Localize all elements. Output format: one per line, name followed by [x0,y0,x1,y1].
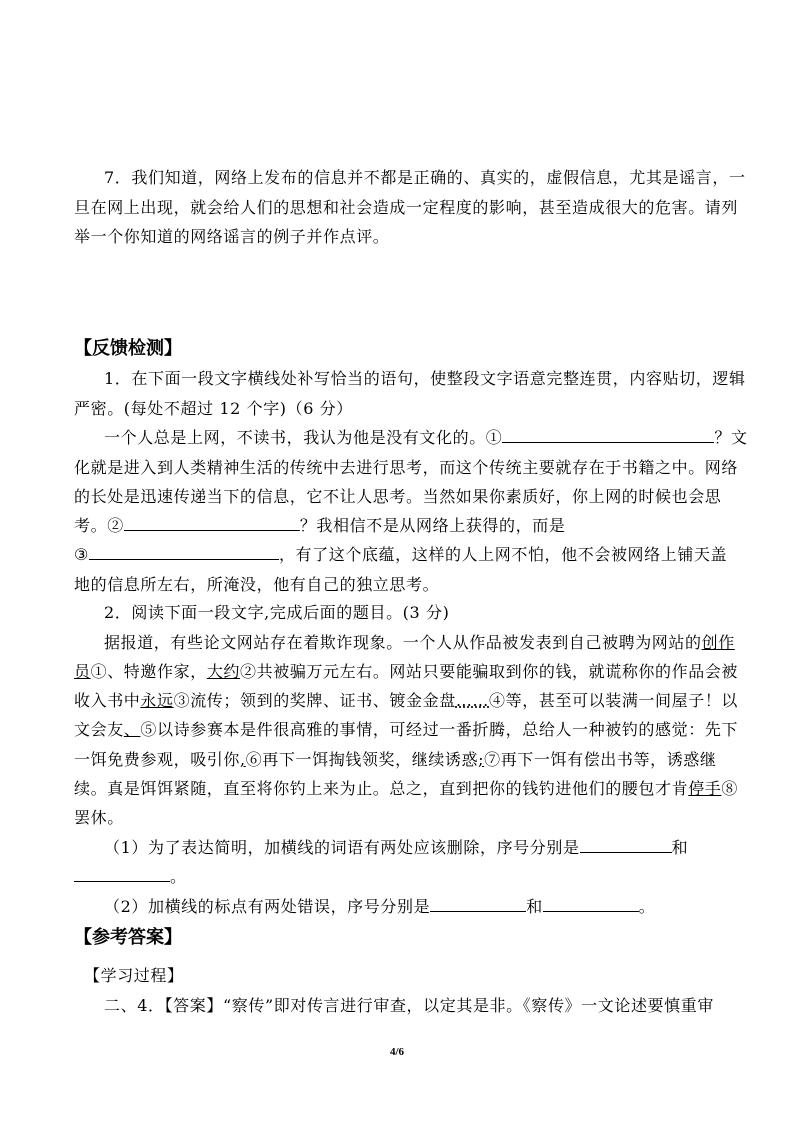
fq1-p1-tail: ？文 [714,428,748,447]
fq2-article-line-3 [74,691,738,711]
learning-process-heading: 【学习过程】 [84,966,184,985]
fq1-para-line-2: 化就是进入到人类精神生活的传统中去进行思考，而这个传统主要就存在于书籍之中。网络 [74,458,739,477]
answer-blank-6[interactable] [430,897,526,912]
article-text: ④等，甚至可以装满一间屋子！以 [489,691,739,710]
fq2-article-line-7: 罢休。 [74,808,124,827]
article-text: ⑥再下一饵掏钱领奖，继续诱惑 [245,750,479,769]
fq1-p5-text: ③ [74,545,89,564]
fq1-para-line-5 [74,545,727,565]
sub-question-text: 和 [671,838,689,857]
article-text: ⑤以诗参赛本是件很高雅的事情，可经过一番折腾，总给人一种被钓的感觉：先下 [140,720,739,739]
fq1-p4-text: 考。② [74,516,124,535]
article-text: 收入书中 [74,691,141,710]
sub-question-text: 和 [526,897,543,916]
page-number: 4/6 [389,1046,405,1058]
fq1-para-line-6: 地的信息所左右，所淹没，他有自己的独立思考。 [74,575,440,594]
fq1-para-line-3: 的长处是迅速传递当下的信息，它不让人思考。当然如果你素质好，你上网的时候也会思 [74,487,722,506]
underlined-word: 永远 [140,691,174,710]
underlined-punct: , [240,750,246,769]
fq2-article-line-6 [74,779,738,799]
sub-question-text: 。 [638,897,656,916]
q7-line-1: 7．我们知道，网络上发布的信息并不都是正确的、真实的，虚假信息，尤其是谣言，一 [104,168,746,187]
article-text: ①、特邀作家， [90,662,207,681]
answer-blank-7[interactable] [543,897,639,912]
fq2-sub-1 [104,838,688,858]
fq2-article-line-5 [74,750,717,770]
answer-blank-3[interactable] [89,545,279,560]
underlined-word: 员 [74,662,91,681]
article-text: 据报道，有些论文网站存在着欺诈现象。一个人从作品被发表到自己被聘为网站的 [104,633,702,652]
fq1-p4-tail: ？我相信不是从网络上获得的，而是 [299,516,566,535]
article-text: 一饵免费参观，吸引你 [74,750,241,769]
sub-question-text: （1）为了表达简明，加横线的词语有两处应该删除，序号分别是 [104,838,580,857]
fq1-para-line-4 [74,516,565,536]
fq2-sub-2 [104,897,655,917]
article-text: ③流传；领到的奖牌、证书、镀金金盘 [173,691,456,710]
fq2-article-line-1 [104,633,735,653]
answer-blank-4[interactable] [580,838,672,853]
fq1-p1-text: 一个人总是上网，不读书，我认为他是没有文化的。① [104,428,503,447]
q7-line-3: 举一个你知道的网络谣言的例子并作点评。 [74,227,390,246]
article-text: ⑦再下一饵有偿出书等，诱惑继 [484,750,717,769]
answer-blank-1[interactable] [502,428,714,443]
answer-4: 二、4．【答案】“察传”即对传言进行审查，以定其是非。《察传》一文论述要慎重审 [104,996,714,1015]
article-text: 文会友 [74,720,124,739]
underlined-word: 停手 [688,779,722,798]
fq1-para-line-1 [104,428,748,448]
sub-question-text: （2）加横线的标点有两处错误，序号分别是 [104,897,431,916]
answer-heading: 【参考答案】 [74,927,182,948]
underlined-word: 创作 [701,633,735,652]
answer-blank-5[interactable] [74,867,170,882]
fq2-article-line-2 [74,662,738,682]
underlined-punct: …… [455,691,490,710]
fq2-article-line-4 [74,720,738,740]
underlined-punct: ; [478,750,485,769]
article-text: 续。真是饵饵紧随，直至将你钓上来为止。总之，直到把你的钱钓进他们的腰包才肯 [74,779,689,798]
fq1-p5-tail: ，有了这个底蕴，这样的人上网不怕，他不会被网络上铺天盖 [278,545,728,564]
fq1-line-1: 1．在下面一段文字横线处补写恰当的语句，使整段文字语意完整连贯，内容贴切，逻辑 [104,369,746,388]
fq2-title: 2．阅读下面一段文字,完成后面的题目。(3 分) [104,603,450,622]
fq1-line-2: 严密。(每处不超过 12 个字)（6 分） [74,399,353,418]
sub-question-text: 。 [170,867,187,886]
article-text: ②共被骗万元左右。网站只要能骗取到你的钱，就谎称你的作品会被 [240,662,739,681]
underlined-punct: 、 [123,720,141,739]
underlined-word: 大约 [206,662,241,681]
article-text: ⑧ [721,779,739,798]
answer-blank-2[interactable] [124,516,300,531]
fq2-sub-1-cont [74,867,187,887]
q7-line-2: 旦在网上出现，就会给人们的思想和社会造成一定程度的影响，甚至造成很大的危害。请列 [74,198,739,217]
feedback-heading: 【反馈检测】 [74,338,182,359]
